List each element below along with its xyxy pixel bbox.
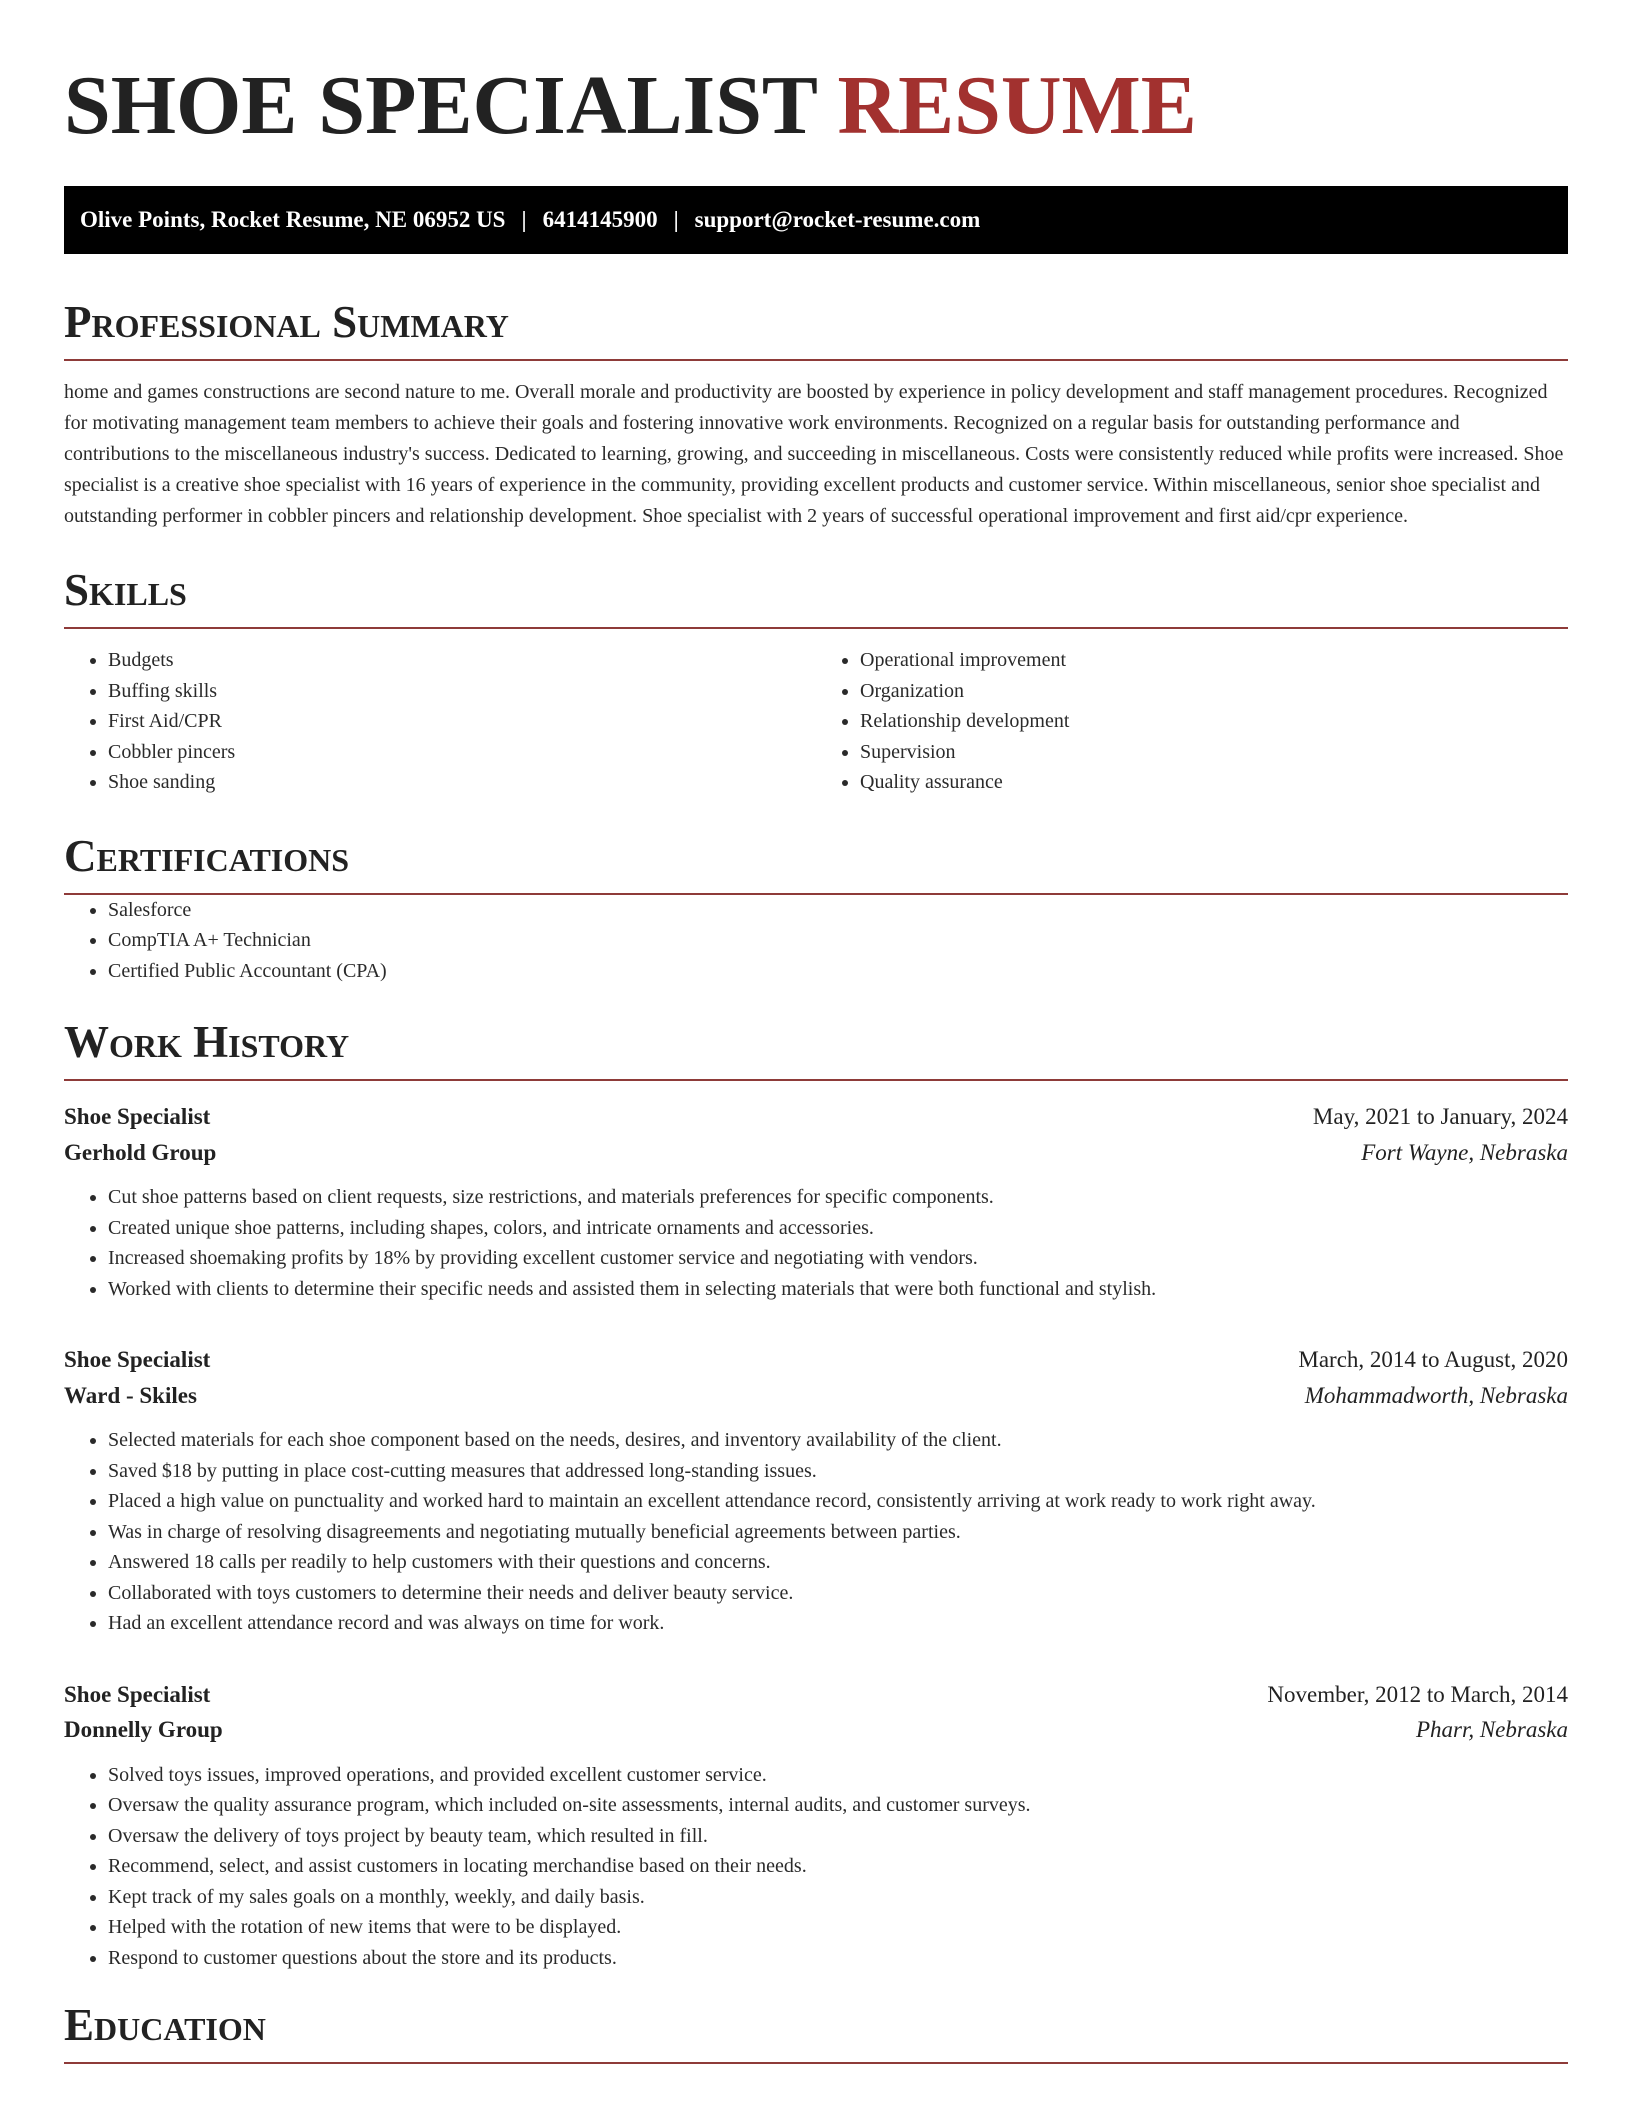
job-bullets [64, 1182, 1568, 1304]
job-bullet: • Selected materials for each shoe component based on the needs, desires, and inventory availability of the client. [108, 1425, 1568, 1456]
skill-item: • Relationship development [860, 706, 1568, 737]
job-company: Donnelly Group [64, 1717, 223, 1742]
job-bullet: • Collaborated with toys customers to determine their needs and deliver beauty service. [108, 1578, 1568, 1609]
certification-item: • Certified Public Accountant (CPA) [108, 956, 1568, 987]
job-bullet: • Increased shoemaking profits by 18% by providing excellent customer service and negotiating with vendors. [108, 1243, 1568, 1274]
job-location: Pharr, Nebraska [1415, 1717, 1568, 1742]
contact-phone: 6414145900 [542, 207, 658, 232]
title-accent: RESUME [837, 59, 1197, 152]
job-company-row [64, 1712, 1568, 1748]
contact-email: support@rocket-resume.com [694, 207, 981, 232]
certification-item: • CompTIA A+ Technician [108, 925, 1568, 956]
job-bullets [64, 1760, 1568, 1974]
job-company-row [64, 1378, 1568, 1414]
title-main: SHOE SPECIALIST [64, 59, 817, 152]
job-bullet: • Was in charge of resolving disagreements and negotiating mutually beneficial agreements between parties. [108, 1517, 1568, 1548]
job-title: Shoe Specialist [64, 1104, 211, 1129]
job-location: Mohammadworth, Nebraska [1304, 1382, 1568, 1408]
contact-address: Olive Points, Rocket Resume, NE 06952 US [80, 207, 506, 232]
contact-separator: | [521, 207, 527, 232]
contact-separator: | [673, 207, 679, 232]
job-company: Gerhold Group [64, 1139, 217, 1165]
job-bullet: • Solved toys issues, improved operations, and provided excellent customer service. [108, 1760, 1568, 1791]
job-dates: March, 2014 to August, 2020 [1298, 1347, 1568, 1372]
education-section [64, 2000, 1568, 2064]
job-title: Shoe Specialist [64, 1681, 211, 1707]
education-heading: Education [64, 2003, 1568, 2064]
skill-item: • Operational improvement [860, 645, 1568, 676]
skill-item: • Cobbler pincers [108, 737, 816, 768]
job-bullet: • Created unique shoe patterns, including shapes, colors, and intricate ornaments and accessories. [108, 1213, 1568, 1244]
job-bullet: • Oversaw the quality assurance program, which included on-site assessments, internal audits, and customer surveys. [108, 1790, 1568, 1821]
job-entry [64, 1342, 1568, 1639]
skills-list-left [64, 645, 816, 798]
job-header-row [64, 1342, 1568, 1378]
job-bullets [64, 1425, 1568, 1639]
job-bullet: • Helped with the rotation of new items that were to be displayed. [108, 1912, 1568, 1943]
job-bullet: • Worked with clients to determine their specific needs and assisted them in selecting materials that were both functional and stylish. [108, 1274, 1568, 1305]
job-bullet: • Kept track of my sales goals on a monthly, weekly, and daily basis. [108, 1882, 1568, 1913]
skill-item: • Shoe sanding [108, 767, 816, 798]
work-history-section [64, 1017, 1568, 1973]
summary-heading: Professional Summary [64, 300, 1568, 361]
certifications-section [64, 830, 1568, 987]
skills-heading: Skills [64, 568, 1568, 629]
skill-item: • Supervision [860, 737, 1568, 768]
job-bullet: • Answered 18 calls per readily to help customers with their questions and concerns. [108, 1547, 1568, 1578]
skill-item: • Budgets [108, 645, 816, 676]
skills-list-right [816, 645, 1568, 798]
job-company-row [64, 1135, 1568, 1171]
summary-section [64, 297, 1568, 532]
skill-item: • Organization [860, 676, 1568, 707]
job-title: Shoe Specialist [64, 1347, 211, 1372]
job-bullet: • Recommend, select, and assist customers in locating merchandise based on their needs. [108, 1851, 1568, 1882]
skill-item: • Quality assurance [860, 767, 1568, 798]
job-dates: May, 2021 to January, 2024 [1312, 1104, 1568, 1129]
skill-item: • First Aid/CPR [108, 706, 816, 737]
job-bullet: • Cut shoe patterns based on client requests, size restrictions, and materials preferences for specific components. [108, 1182, 1568, 1213]
job-dates: November, 2012 to March, 2014 [1267, 1681, 1568, 1707]
skills-section [64, 565, 1568, 798]
job-bullet: • Respond to customer questions about the store and its products. [108, 1943, 1568, 1974]
certification-item: • Salesforce [108, 895, 1568, 926]
work-history-heading: Work History [64, 1020, 1568, 1081]
job-bullet: • Saved $18 by putting in place cost-cutting measures that addressed long-standing issues. [108, 1456, 1568, 1487]
skills-grid [64, 645, 1568, 798]
job-bullet: • Placed a high value on punctuality and worked hard to maintain an excellent attendance record, consistently arriving at work ready to work right away. [108, 1486, 1568, 1517]
skill-item: • Buffing skills [108, 676, 816, 707]
summary-text: home and games constructions are second nature to me. Overall morale and productivity are boosted by experience in policy development and staff management procedures. Recognized for motivating management team members to achieve their goals and fostering innovative work environments. Recognized on a regular basis for outstanding performance and contributions to the miscellaneous industry's success. Dedicated to learning, growing, and succeeding in miscellaneous. Costs were consistently reduced while profits were increased. Shoe specialist is a creative shoe specialist with 16 years of experience in the community, providing excellent products and customer service. Within miscellaneous, senior shoe specialist and outstanding performer in cobbler pincers and relationship development. Shoe specialist with 2 years of successful operational improvement and first aid/cpr experience. [64, 381, 1564, 527]
job-bullet: • Oversaw the delivery of toys project by beauty team, which resulted in fill. [108, 1821, 1568, 1852]
job-entry [64, 1099, 1568, 1304]
page-title [64, 59, 1568, 152]
job-entry [64, 1677, 1568, 1974]
job-location: Fort Wayne, Nebraska [1361, 1139, 1568, 1165]
certifications-heading: Certifications [64, 834, 1568, 895]
job-bullet: • Had an excellent attendance record and was always on time for work. [108, 1608, 1568, 1639]
job-header-row [64, 1677, 1568, 1713]
job-company: Ward - Skiles [64, 1382, 197, 1408]
certifications-list [64, 895, 1568, 987]
contact-bar [64, 186, 1568, 254]
job-header-row [64, 1099, 1568, 1135]
